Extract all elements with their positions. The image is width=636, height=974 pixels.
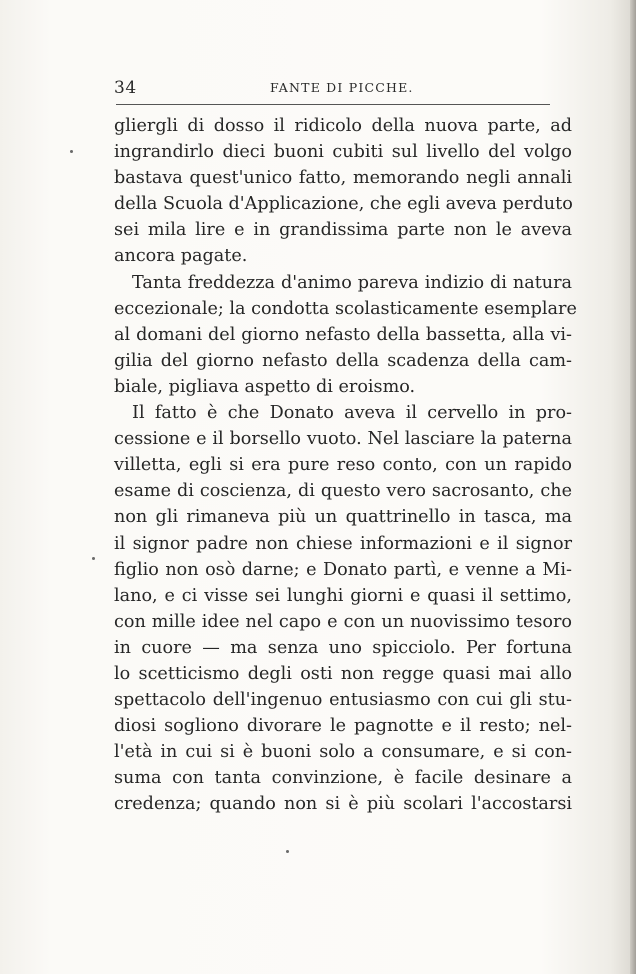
text-line: credenza; quando non si è più scolari l'accostarsi [114, 794, 572, 815]
text-line: gilia del giorno nefasto della scadenza della cam- [114, 350, 572, 371]
text-line: della Scuola d'Applicazione, che egli aveva perduto [114, 194, 573, 215]
text-line: diosi sogliono divorare le pagnotte e il resto; nel- [114, 716, 572, 737]
text-line: in cuore — ma senza uno spicciolo. Per fortuna [114, 637, 572, 658]
text-line: al domani del giorno nefasto della bassetta, alla vi- [114, 324, 572, 345]
text-line: figlio non osò darne; e Donato partì, e venne a Mi- [114, 559, 572, 580]
text-line: eccezionale; la condotta scolasticamente esemplare [114, 298, 577, 319]
header-rule [116, 104, 550, 105]
text-line: con mille idee nel capo e con un nuovissimo tesoro [114, 611, 572, 632]
paragraph-first-line: Tanta freddezza d'animo pareva indizio di natura [132, 272, 572, 293]
page-number: 34 [114, 78, 137, 98]
text-line: sei mila lire e in grandissima parte non le aveva [114, 220, 572, 241]
page-edge-shadow [630, 0, 636, 974]
text-line: lo scetticismo degli osti non regge quasi mai allo [114, 663, 572, 684]
running-title: FANTE DI PICCHE. [270, 80, 414, 95]
paper-speck [92, 557, 95, 560]
page-header [114, 78, 554, 100]
text-line: biale, pigliava aspetto di eroismo. [114, 376, 416, 397]
text-line: esame di coscienza, di questo vero sacrosanto, che [114, 481, 572, 502]
text-line: villetta, egli si era pure reso conto, con un rapido [114, 455, 572, 476]
text-line: non gli rimaneva più un quattrinello in tasca, ma [114, 507, 572, 528]
text-line: gliergli di dosso il ridicolo della nuova parte, ad [114, 116, 572, 136]
text-line: l'età in cui si è buoni solo a consumare, e si con- [114, 742, 572, 763]
paragraph-first-line: Il fatto è che Donato aveva il cervello in pro- [132, 403, 572, 424]
text-line: spettacolo dell'ingenuo entusiasmo con cui gli stu- [114, 690, 572, 711]
text-line: bastava quest'unico fatto, memorando negli annali [114, 168, 572, 189]
paper-speck [286, 850, 289, 853]
text-line: suma con tanta convinzione, è facile desinare a [114, 768, 572, 789]
text-line: lano, e ci visse sei lunghi giorni e quasi il settimo, [114, 585, 572, 606]
body-text [114, 113, 577, 818]
text-line: ingrandirlo dieci buoni cubiti sul livello del volgo [114, 142, 572, 163]
text-line: cessione e il borsello vuoto. Nel lasciare la paterna [114, 429, 572, 450]
text-line: il signor padre non chiese informazioni e il signor [114, 533, 572, 554]
paper-speck [70, 150, 73, 153]
text-line: ancora pagate. [114, 246, 248, 267]
